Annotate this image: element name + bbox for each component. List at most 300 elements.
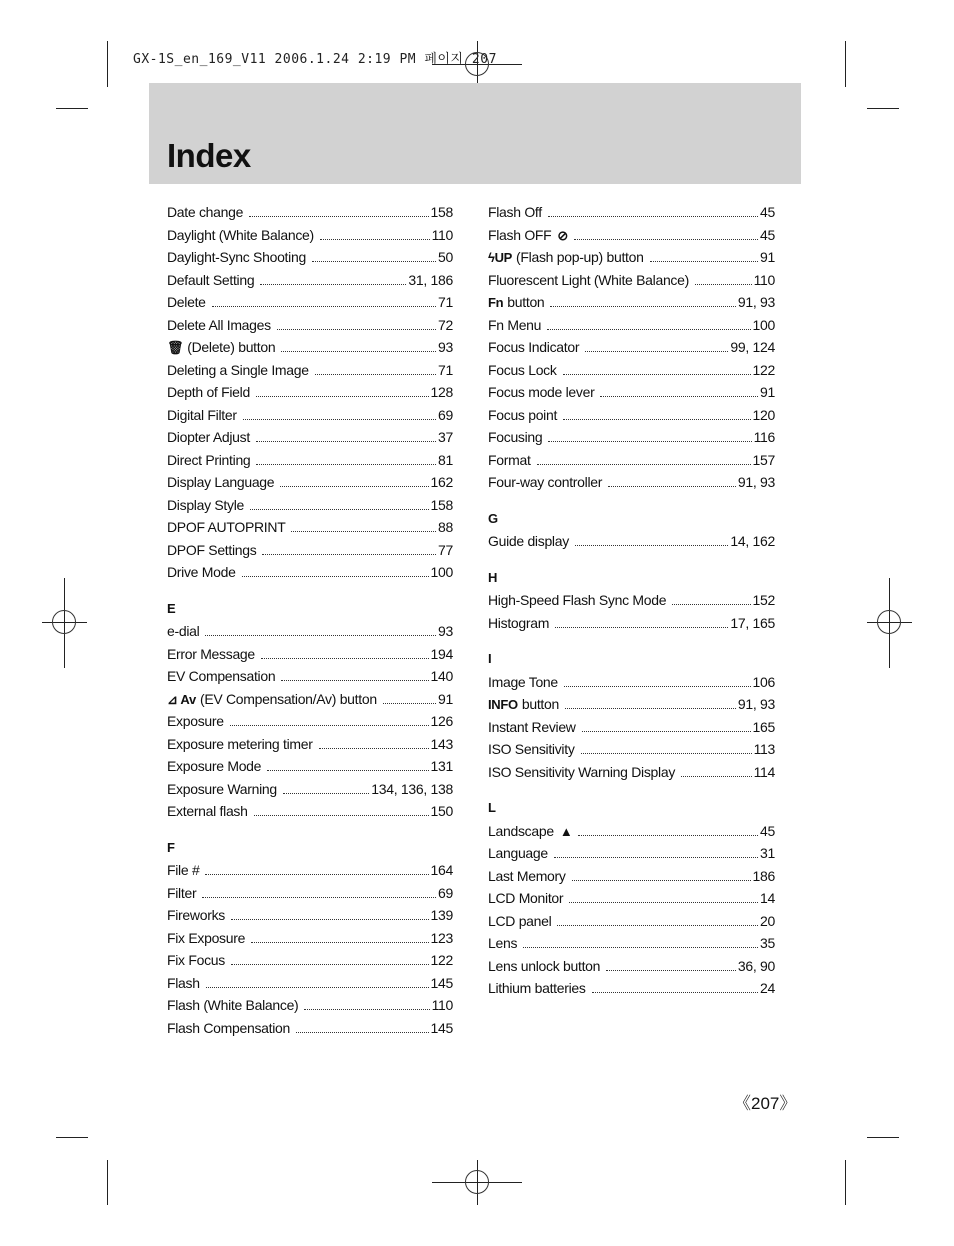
index-term — [167, 620, 199, 643]
index-term — [167, 882, 196, 905]
index-term — [488, 426, 542, 449]
index-term-text: Display Style — [167, 496, 245, 513]
crop-mark — [867, 1137, 899, 1138]
index-term-text: Diopter Adjust — [167, 429, 250, 445]
dot-leader — [315, 373, 436, 375]
crop-mark — [845, 41, 846, 87]
index-term — [167, 516, 285, 539]
index-entry-last-memory — [488, 865, 775, 888]
index-page-refs: 77 — [438, 541, 453, 558]
index-entry-depth-of-field — [167, 381, 453, 404]
dot-leader — [256, 440, 436, 442]
index-entry-exposure-mode — [167, 755, 453, 778]
index-term — [488, 224, 568, 248]
index-term — [167, 561, 236, 584]
flash-up-icon: ϟUP — [488, 250, 513, 265]
index-page-refs: 122 — [752, 361, 775, 378]
index-entry-ev-av-icon-ev-compensation-av-button — [167, 688, 453, 711]
index-entry-file — [167, 859, 453, 882]
index-term — [488, 932, 517, 955]
page-number: 《207》 — [734, 1094, 797, 1113]
index-term — [167, 800, 248, 823]
index-page-refs: 110 — [753, 271, 775, 288]
index-term-text: button — [521, 696, 559, 712]
index-term — [167, 404, 237, 427]
index-term — [488, 269, 689, 292]
index-page-refs: 158 — [430, 204, 453, 220]
index-term-text: Lens unlock button — [488, 957, 601, 974]
index-entry-fn-icon-button — [488, 291, 775, 314]
index-term-text: Direct Printing — [167, 451, 251, 468]
index-term-text: Daylight (White Balance) — [167, 226, 314, 243]
index-entry-default-setting — [167, 269, 453, 292]
index-entry-focus-indicator — [488, 336, 775, 359]
index-page-refs: 14 — [760, 890, 775, 906]
fn-icon: Fn — [488, 295, 504, 310]
index-entry-e-dial — [167, 620, 453, 643]
index-entry-digital-filter — [167, 404, 453, 427]
dot-leader — [231, 918, 429, 920]
index-term — [167, 336, 275, 360]
index-entry-display-language — [167, 471, 453, 494]
index-term — [167, 778, 277, 801]
index-term — [167, 359, 309, 382]
index-page-refs: 113 — [753, 741, 775, 757]
dot-leader — [578, 834, 758, 836]
index-page-refs: 69 — [438, 884, 453, 901]
index-term-text: Default Setting — [167, 271, 255, 288]
index-term — [488, 201, 542, 224]
index-letter-heading: E — [167, 600, 176, 616]
index-term-text: Flash Off — [488, 204, 542, 220]
index-term — [167, 755, 261, 778]
index-term-text: Language — [488, 845, 548, 861]
index-entry-focus-mode-lever — [488, 381, 775, 404]
index-page-refs: 164 — [430, 862, 453, 878]
index-term — [167, 733, 313, 756]
index-term — [167, 471, 274, 494]
dot-leader — [260, 283, 406, 285]
index-page-refs: 122 — [430, 952, 453, 968]
index-page-refs: 71 — [438, 361, 453, 378]
index-term-text: Date change — [167, 204, 244, 220]
index-page-refs: 36, 90 — [737, 957, 775, 974]
dot-leader — [256, 463, 436, 465]
index-term-text: Image Tone — [488, 673, 558, 690]
index-entry-guide-display — [488, 530, 775, 553]
dot-leader — [606, 969, 736, 971]
dot-leader — [569, 901, 758, 903]
index-term — [488, 761, 675, 784]
index-term-text: Histogram — [488, 614, 550, 631]
index-page-refs: 91, 93 — [737, 294, 775, 310]
index-term — [167, 539, 256, 562]
dot-leader — [281, 350, 436, 352]
index-term-text: Flash — [167, 974, 200, 991]
index-term — [167, 224, 314, 247]
index-entry-date-change — [167, 201, 453, 224]
index-term — [488, 381, 594, 404]
index-term — [488, 589, 666, 612]
index-page-refs: 17, 165 — [730, 614, 775, 631]
index-term — [167, 246, 306, 269]
index-entry-daylight-white-balance — [167, 224, 453, 247]
index-term — [488, 314, 541, 337]
index-term — [167, 291, 206, 314]
dot-leader — [262, 553, 436, 555]
dot-leader — [383, 702, 436, 704]
index-term-text: Fn Menu — [488, 316, 542, 333]
dot-leader — [608, 485, 736, 487]
index-entry-diopter-adjust — [167, 426, 453, 449]
index-entry-deleting-a-single-image — [167, 359, 453, 382]
index-entry-display-style — [167, 494, 453, 517]
index-term — [167, 269, 254, 292]
registration-circle — [465, 1170, 489, 1194]
index-entry-exposure-warning — [167, 778, 453, 801]
dot-leader — [537, 463, 751, 465]
index-entry-fix-focus — [167, 949, 453, 972]
index-term-text: Guide display — [488, 533, 569, 549]
index-term — [488, 246, 644, 270]
index-term-text: Focus point — [488, 406, 558, 423]
dot-leader — [231, 963, 429, 965]
index-term — [488, 977, 586, 1000]
index-term-text: DPOF Settings — [167, 541, 257, 558]
index-entry-high-speed-flash-sync-mode — [488, 589, 775, 612]
dot-leader — [256, 395, 429, 397]
dot-leader — [251, 941, 428, 943]
dot-leader — [565, 707, 736, 709]
dot-leader — [575, 544, 728, 546]
index-entry-language — [488, 842, 775, 865]
index-term-text: High-Speed Flash Sync Mode — [488, 592, 667, 608]
index-term-text: Deleting a Single Image — [167, 361, 309, 378]
crop-mark — [867, 108, 899, 109]
index-term-text: Fluorescent Light (White Balance) — [488, 271, 689, 288]
index-entry-fireworks — [167, 904, 453, 927]
index-page-refs: 157 — [752, 451, 775, 468]
index-term-text: Fireworks — [167, 907, 225, 923]
index-term — [167, 449, 250, 472]
index-term-text: (EV Compensation/Av) button — [199, 690, 377, 707]
index-term — [488, 671, 558, 694]
index-term-text: ISO Sensitivity Warning Display — [488, 763, 676, 780]
index-term — [488, 359, 557, 382]
mountain-icon: ▲ — [559, 823, 573, 839]
index-page-refs: 110 — [431, 997, 453, 1013]
dot-leader — [592, 991, 758, 993]
crop-mark — [107, 1160, 108, 1205]
index-page-refs: 93 — [438, 339, 453, 355]
index-entry-flash-up-icon-flash-pop-up-button — [488, 246, 775, 269]
index-term — [167, 494, 244, 517]
index-entry-flash-off — [488, 201, 775, 224]
index-entry-flash — [167, 972, 453, 995]
index-entry-lens-unlock-button — [488, 955, 775, 978]
index-term — [488, 955, 600, 978]
index-term-text: Exposure Mode — [167, 758, 262, 774]
index-page-refs: 24 — [760, 980, 775, 996]
index-term-text: Four-way controller — [488, 474, 603, 490]
index-letter-heading: H — [488, 569, 498, 585]
index-term-text: Focus Indicator — [488, 339, 580, 355]
dot-leader — [557, 924, 758, 926]
index-letter-heading: I — [488, 651, 492, 666]
index-term-text: Lens — [488, 935, 518, 951]
index-entry-focus-point — [488, 404, 775, 427]
crop-mark — [56, 1137, 88, 1138]
index-term — [488, 842, 548, 865]
dot-leader — [205, 634, 436, 636]
dot-leader — [581, 752, 752, 754]
index-page-refs: 120 — [752, 406, 775, 423]
index-entry-histogram — [488, 612, 775, 635]
index-term-text: Delete All Images — [167, 316, 271, 333]
index-page-refs: 131 — [430, 758, 453, 774]
index-page-refs: 91 — [438, 690, 453, 707]
index-term-text: Landscape — [488, 822, 554, 839]
index-term-text: Instant Review — [488, 718, 576, 735]
index-page-refs: 158 — [430, 496, 453, 513]
dot-leader — [312, 260, 436, 262]
index-term — [167, 994, 298, 1017]
index-entry-lcd-panel — [488, 910, 775, 933]
index-term — [167, 927, 245, 950]
index-page-refs: 31 — [760, 845, 775, 861]
index-term — [488, 910, 551, 933]
index-term-text: EV Compensation — [167, 668, 276, 684]
dot-leader — [672, 603, 750, 605]
registration-circle — [52, 610, 76, 634]
index-page-refs: 114 — [753, 763, 775, 780]
ev-av-icon: ⊿ Av — [167, 691, 196, 707]
dot-leader — [695, 283, 752, 285]
index-entry-focus-lock — [488, 359, 775, 382]
index-term-text: Fix Exposure — [167, 929, 246, 946]
index-term — [167, 201, 243, 224]
dot-leader — [205, 873, 428, 875]
index-term — [167, 643, 255, 666]
flash-off-icon: ⊘ — [557, 227, 569, 243]
dot-leader — [304, 1008, 429, 1010]
index-page-refs: 165 — [752, 718, 775, 735]
index-entry-lens — [488, 932, 775, 955]
dot-leader — [563, 418, 750, 420]
index-term — [167, 904, 225, 927]
dot-leader — [242, 575, 429, 577]
index-term-text: Flash (White Balance) — [167, 997, 299, 1013]
index-column-left — [167, 201, 453, 1039]
index-term-text: File # — [167, 862, 200, 878]
index-term-text: Error Message — [167, 645, 255, 662]
index-page-refs: 100 — [430, 564, 453, 580]
index-entry-dpof-settings — [167, 539, 453, 562]
index-entry-lcd-monitor — [488, 887, 775, 910]
index-entry-direct-printing — [167, 449, 453, 472]
index-page-refs: 139 — [430, 907, 453, 923]
dot-leader — [574, 238, 758, 240]
index-term-text: Delete — [167, 294, 206, 310]
index-term-text: DPOF AUTOPRINT — [167, 519, 286, 535]
index-entry-flash-white-balance — [167, 994, 453, 1017]
dot-leader — [277, 328, 436, 330]
index-term-text: Display Language — [167, 474, 275, 490]
index-entry-iso-sensitivity — [488, 738, 775, 761]
index-term — [488, 336, 579, 359]
dot-leader — [267, 769, 428, 771]
dot-leader — [296, 1031, 429, 1033]
index-term-text: (Delete) button — [187, 339, 276, 355]
index-entry-drive-mode — [167, 561, 453, 584]
index-entry-external-flash — [167, 800, 453, 823]
index-page-refs: 186 — [752, 867, 775, 884]
index-term-text: Exposure Warning — [167, 780, 277, 797]
index-term-text: e-dial — [167, 623, 200, 639]
index-term-text: Focus mode lever — [488, 384, 595, 400]
index-entry-delete-all-images — [167, 314, 453, 337]
index-entry-delete — [167, 291, 453, 314]
index-entry-error-message — [167, 643, 453, 666]
index-entry-instant-review — [488, 716, 775, 739]
dot-leader — [572, 879, 751, 881]
info-icon: INFO — [488, 697, 518, 712]
index-page-refs: 93 — [438, 623, 453, 639]
index-term — [488, 449, 531, 472]
dot-leader — [283, 792, 369, 794]
index-entry-flash-off-icon-flash-off — [488, 224, 775, 247]
index-column-right — [488, 201, 775, 1000]
index-page-refs: 99, 124 — [730, 339, 775, 355]
index-entry-mountain-icon-landscape — [488, 820, 775, 843]
index-page-refs: 152 — [752, 592, 775, 608]
index-page-refs: 194 — [430, 645, 453, 662]
index-entry-exposure — [167, 710, 453, 733]
index-page-refs: 140 — [430, 668, 453, 684]
index-term-text: LCD panel — [488, 912, 552, 929]
index-term — [167, 688, 377, 712]
index-term-text: Format — [488, 451, 531, 468]
dot-leader — [523, 946, 758, 948]
dot-leader — [550, 305, 735, 307]
index-term — [488, 291, 544, 315]
index-letter-heading: L — [488, 800, 496, 815]
index-page-refs: 20 — [760, 912, 775, 929]
dot-leader — [249, 215, 428, 217]
index-term-text: Filter — [167, 884, 197, 901]
index-page-refs: 69 — [438, 406, 453, 423]
index-page-refs: 100 — [752, 316, 775, 333]
index-term-text: Focusing — [488, 429, 543, 445]
dot-leader — [243, 418, 436, 420]
index-page-refs: 116 — [753, 429, 775, 445]
dot-leader — [564, 685, 751, 687]
index-term-text: Digital Filter — [167, 406, 237, 423]
dot-leader — [230, 724, 429, 726]
index-page-refs: 145 — [430, 1019, 453, 1036]
dot-leader — [600, 395, 758, 397]
index-term — [488, 865, 566, 888]
index-page-refs: 91 — [760, 249, 775, 265]
index-term-text: Lithium batteries — [488, 980, 586, 996]
index-entry-four-way-controller — [488, 471, 775, 494]
index-page-refs: 31, 186 — [408, 271, 453, 288]
trash-icon: 🗑 — [167, 340, 184, 355]
print-slug: GX-1S_en_169_V11 2006.1.24 2:19 PM 페이지 207 — [133, 52, 497, 67]
index-term — [488, 738, 575, 761]
dot-leader — [254, 814, 429, 816]
index-term-text: Focus Lock — [488, 361, 557, 378]
index-page-refs: 37 — [438, 429, 453, 445]
index-page-refs: 91 — [760, 384, 775, 400]
dot-leader — [206, 986, 429, 988]
index-page-refs: 71 — [438, 294, 453, 310]
dot-leader — [582, 730, 751, 732]
dot-leader — [555, 626, 728, 628]
dot-leader — [291, 530, 436, 532]
index-term-text: Last Memory — [488, 867, 566, 884]
index-term — [488, 693, 559, 717]
index-term — [167, 665, 275, 688]
index-term-text: Daylight-Sync Shooting — [167, 249, 306, 265]
index-page-refs: 50 — [438, 249, 453, 265]
index-entry-trash-icon-delete-button — [167, 336, 453, 359]
index-entry-daylight-sync-shooting — [167, 246, 453, 269]
page-title: Index — [167, 137, 251, 174]
index-term — [488, 530, 569, 553]
index-entry-iso-sensitivity-warning-display — [488, 761, 775, 784]
index-term-text: Exposure metering timer — [167, 735, 313, 752]
dot-leader — [281, 679, 428, 681]
index-term-text: Fix Focus — [167, 952, 225, 968]
index-entry-image-tone — [488, 671, 775, 694]
index-page-refs: 45 — [760, 204, 775, 220]
dot-leader — [585, 350, 728, 352]
index-page-refs: 150 — [430, 803, 453, 819]
index-term-text: Flash OFF — [488, 226, 552, 243]
index-entry-fix-exposure — [167, 927, 453, 950]
index-term — [167, 972, 200, 995]
dot-leader — [280, 485, 428, 487]
index-letter-heading: F — [167, 839, 175, 855]
dot-leader — [212, 305, 436, 307]
index-entry-focusing — [488, 426, 775, 449]
dot-leader — [261, 657, 429, 659]
dot-leader — [320, 238, 430, 240]
index-page-refs: 145 — [430, 974, 453, 991]
index-term — [167, 1017, 290, 1040]
index-entry-ev-compensation — [167, 665, 453, 688]
dot-leader — [250, 508, 429, 510]
index-page-refs: 35 — [760, 935, 775, 951]
index-page-refs: 81 — [438, 451, 453, 468]
index-term-text: Flash Compensation — [167, 1019, 290, 1036]
index-term-text: button — [507, 294, 545, 310]
index-entry-exposure-metering-timer — [167, 733, 453, 756]
index-page-refs: 143 — [430, 735, 453, 752]
index-term — [167, 949, 225, 972]
crop-mark — [56, 108, 88, 109]
index-entry-info-icon-button — [488, 693, 775, 716]
index-entry-flash-compensation — [167, 1017, 453, 1040]
index-entry-format — [488, 449, 775, 472]
index-entry-fn-menu — [488, 314, 775, 337]
dot-leader — [650, 260, 758, 262]
index-page-refs: 91, 93 — [737, 474, 775, 490]
dot-leader — [547, 328, 750, 330]
index-term — [488, 471, 602, 494]
index-term-text: Drive Mode — [167, 564, 236, 580]
